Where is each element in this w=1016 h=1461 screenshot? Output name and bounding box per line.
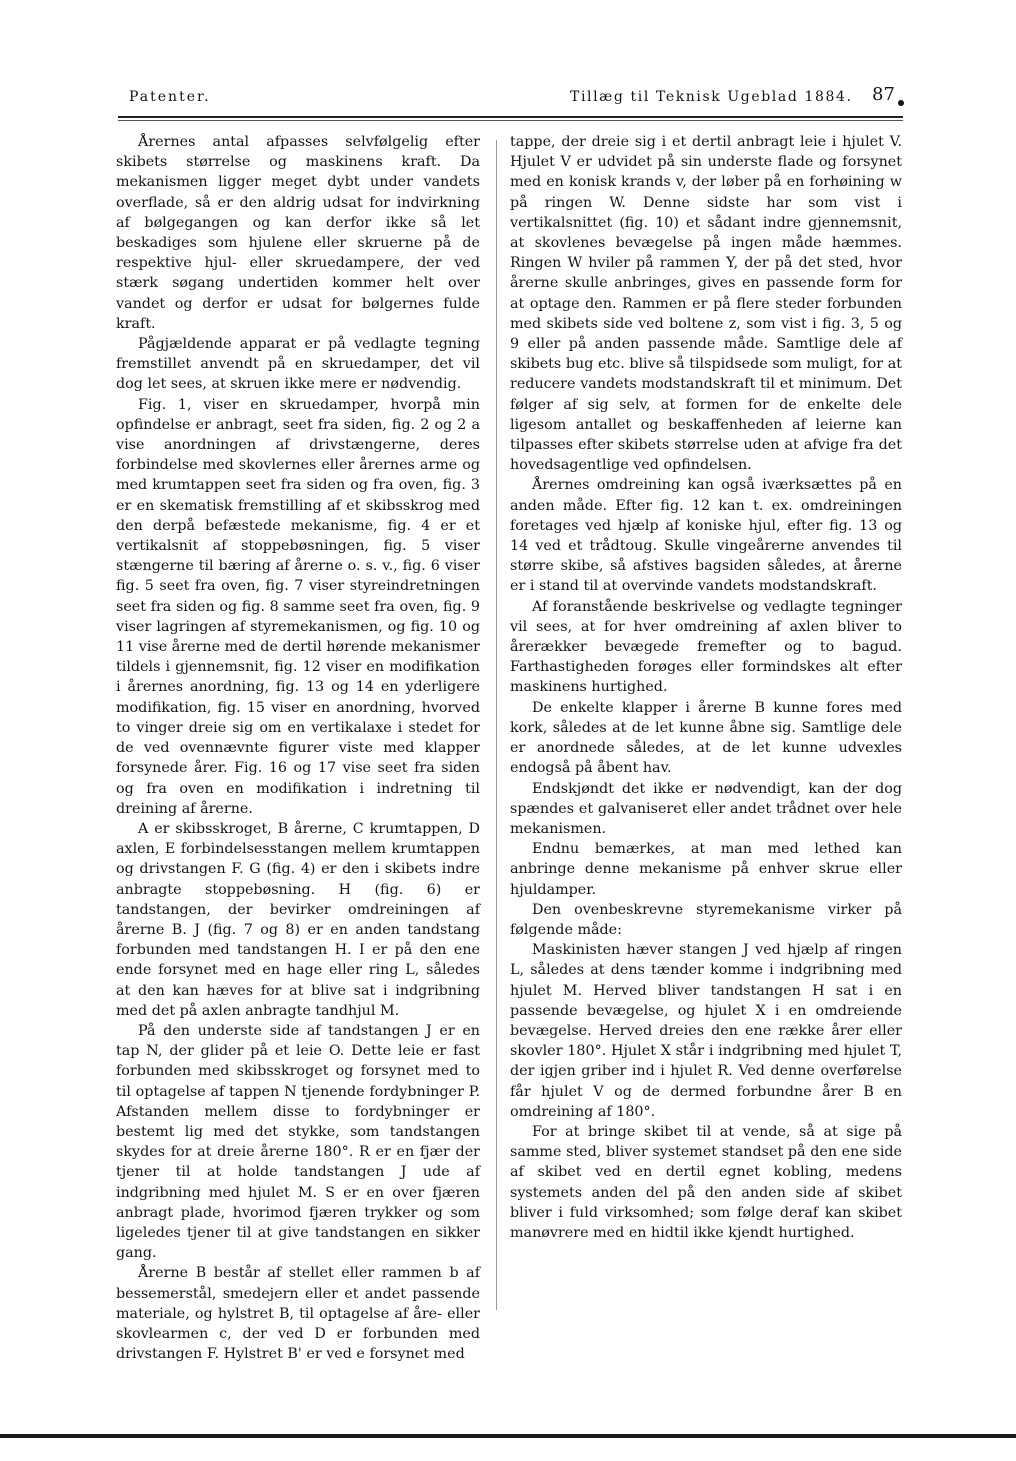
paragraph: tappe, der dreie sig i et dertil anbragt leie i hjulet V. Hjulet V er udvidet på sin underste flade og forsynet med en konisk krands v, der løber på en forhøining w på ringen W. Denne sidste har som vist i vertikalsnittet (fig. 10) et sådant indre gjennemsnit, at skovlenes bevægelse på ingen måde hæmmes. Ringen W hviler på rammen Y, der på det sted, hvor årerne skulle anbringes, gives en passende form for at optage den. Rammen er på flere steder forbunden med skibets side ved boltene z, som vist i fig. 3, 5 og 9 eller på anden passende måde. Samtlige dele af skibets bug etc. blive så tilspidsede som muligt, for at reducere vandets modstandskraft til et minimum. Det følger af sig selv, at formen for de enkelte dele ligesom antallet og beskaffenheden af leierne kan tilpasses efter skibets størrelse uden at afvige fra det hovedsagentlige ved opfindelsen. (510, 134, 902, 474)
scan-bottom-edge (0, 1434, 1016, 1438)
paragraph: Årernes antal afpasses selvfølgelig efter skibets størrelse og maskinens kraft. Da mekanismen ligger meget dybt under vandets overflade, så er den aldrig udsat for indvirkning af bølgegangen og kan derfor ikke så let beskadiges som hjulene eller skruerne på de respektive hjul- eller skruedampere, der ved stærk søgang undertiden kommer helt over vandet og derfor er udsat for bølgernes fulde kraft. (116, 134, 480, 332)
running-head-section: Patenter. (129, 89, 211, 105)
paragraph: For at bringe skibet til at vende, så at sige på samme sted, bliver systemet standset på den ene side af skibet ved en dertil egnet kobling, medens systemets anden del på den anden side af skibet bliver i fuld virksomhed; som følge deraf kan skibet manøvrere med en hidtil ikke kjendt hurtighed. (510, 1123, 902, 1241)
running-head-publication: Tillæg til Teknisk Ugeblad 1884. (570, 89, 853, 105)
page-dot (898, 100, 904, 106)
paragraph: De enkelte klapper i årerne B kunne fores med kork, således at de let kunne åbne sig. Samtlige dele er anordnede således, at de let kunne udvexles endogså på åbent hav. (510, 699, 902, 777)
paragraph: A er skibsskroget, B årerne, C krumtappen, D axlen, E forbindelsesstangen mellem krumtappen og drivstangen F. G (fig. 4) er den i skibets indre anbragte stoppebøsning. H (fig. 6) er tandstangen, der bevirker omdreiningen af årerne B. J (fig. 7 og 8) er en anden tandstang forbunden med tandstangen H. I er på den ene ende forsynet med en hage eller ring L, således at den kan hæves for at blive sat i indgribning med det på axlen anbragte tandhjul M. (116, 820, 480, 1019)
paragraph: Endskjøndt det ikke er nødvendigt, kan der dog spændes et galvaniseret eller andet trådnet over hele mekanismen. (510, 780, 902, 837)
right-column (510, 132, 902, 1243)
header-rule (118, 116, 903, 118)
paragraph: Årernes omdreining kan også iværksættes på en anden måde. Efter fig. 12 kan t. ex. omdreiningen foretages ved hjælp af koniske hjul, efter fig. 13 og 14 ved et trådtoug. Skulle vingeårerne anvendes til større skibe, så afstives bagsiden således, at årerne er i stand til at overvinde vandets modstandskraft. (510, 477, 902, 595)
paragraph: Fig. 1, viser en skruedamper, hvorpå min opfindelse er anbragt, seet fra siden, fig. 2 og 2 a vise anordningen af drivstængerne, deres forbindelse med skovlernes eller årernes arme og med krumtappen seet fra siden og fra oven, fig. 3 er en skematisk fremstilling af et skibsskrog med den derpå befæstede mekanisme, fig. 4 er et vertikalsnit af stoppebøsningen, fig. 5 viser stængerne til bæring af årerne o. s. v., fig. 6 viser fig. 5 seet fra oven, fig. 7 viser styreindretningen seet fra siden og fig. 8 samme seet fra oven, fig. 9 viser lagringen af styremekanismen, og fig. 10 og 11 vise årerne med de dertil hørende mekanismer tildels i gjennemsnit, fig. 12 viser en modifikation i årernes anordning, fig. 13 og 14 en yderligere modifikation, fig. 15 viser en anordning, hvorved to vinger dreie sig om en vertikalaxe i stedet for de ved ovennævnte figurer viste med klapper forsynede årer. Fig. 16 og 17 vise seet fra siden og fra oven en modifikation i indretning til dreining af årerne. (116, 396, 480, 817)
column-divider (496, 140, 497, 1310)
paragraph: Pågjældende apparat er på vedlagte tegning fremstillet anvendt på en skruedamper, det vil dog let sees, at skruen ikke mere er nødvendig. (116, 336, 480, 393)
paragraph: Maskinisten hæver stangen J ved hjælp af ringen L, således at dens tænder komme i indgribning med hjulet M. Herved bliver tandstangen H sat i en passende bevægelse, og hjulet X i en omdreiende bevægelse. Herved dreies den ene række årer eller skovler 180°. Hjulet X står i indgribning med hjulet T, der igjen griber ind i hjulet R. Ved denne overførelse får hjulet V og de dermed forbundne årer B en omdreining af 180°. (510, 942, 902, 1120)
page-number: 87 (872, 84, 895, 105)
paragraph: Af foranstående beskrivelse og vedlagte tegninger vil sees, at for hver omdreining af axlen bliver to årerækker bevægede fremefter og to bagud. Farthastigheden forøges eller formindskes alt efter maskinens hurtighed. (510, 598, 902, 696)
paragraph: Den ovenbeskrevne styremekanisme virker på følgende måde: (510, 901, 902, 938)
left-column (116, 132, 480, 1364)
paragraph: Årerne B består af stellet eller rammen b af bessemerstål, smedejern eller et andet passende materiale, og hylstret B, til optagelse af åre- eller skovlearmen c, der ved D er forbunden med drivstangen F. Hylstret B' er ved e forsynet med (116, 1265, 480, 1363)
header-rule-thin (118, 120, 903, 121)
paragraph: Endnu bemærkes, at man med lethed kan anbringe denne mekanisme på enhver skrue eller hjuldamper. (510, 841, 902, 898)
paragraph: På den underste side af tandstangen J er en tap N, der glider på et leie O. Dette leie er fast forbunden med skibsskroget og forsynet med to til optagelse af tappen N tjenende fordybninger P. Afstanden mellem disse to fordybninger er bestemt lig med det stykke, som tandstangen skydes for at dreie årerne 180°. R er en fjær der tjener til at holde tandstangen J ude af indgribning med hjulet M. S er en over fjæren anbragt plade, hvorimod fjæren trykker og som ligeledes tjener til at give tandstangen en sikker gang. (116, 1022, 480, 1262)
